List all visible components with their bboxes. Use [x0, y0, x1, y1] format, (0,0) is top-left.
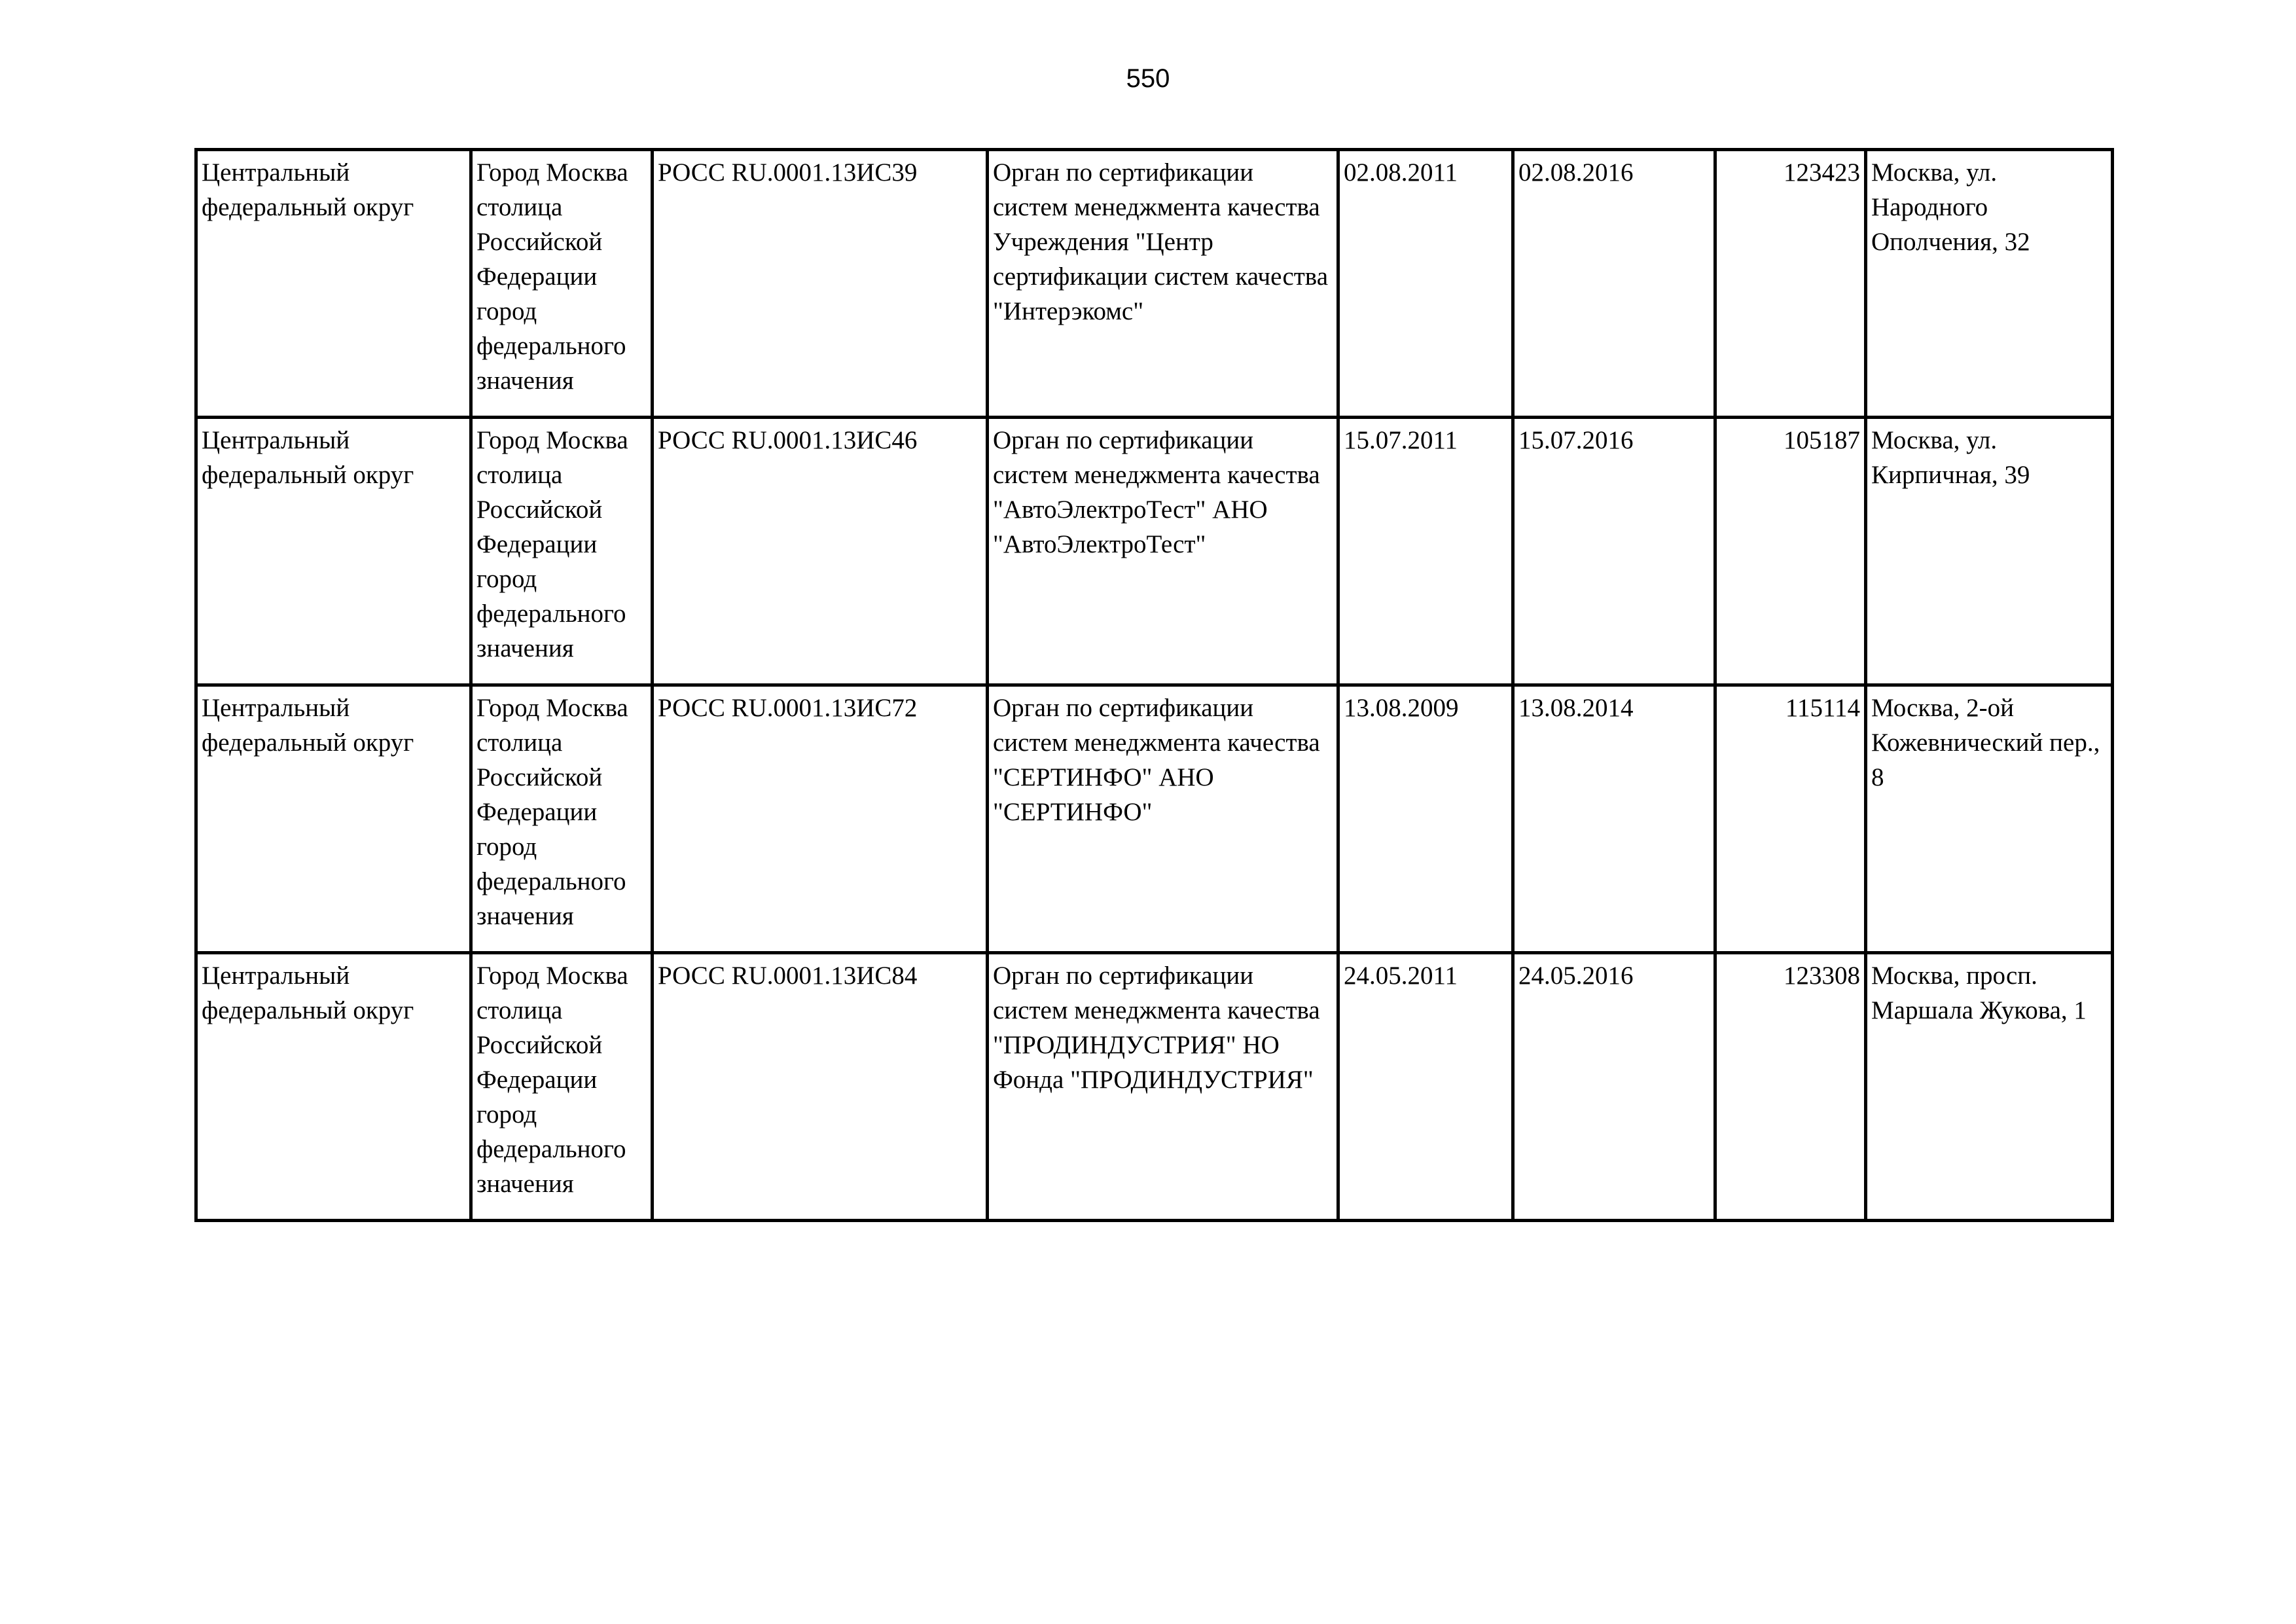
date-from-cell: 15.07.2011: [1338, 418, 1513, 685]
date-from-cell: 24.05.2011: [1338, 953, 1513, 1221]
address-cell: Москва, ул. Народного Ополчения, 32: [1866, 150, 2113, 418]
postcode-cell: 123308: [1715, 953, 1866, 1221]
reg-number-cell: РОСС RU.0001.13ИС72: [653, 685, 988, 953]
date-to-cell: 15.07.2016: [1513, 418, 1715, 685]
district-cell: Центральный федеральный округ: [196, 953, 471, 1221]
organization-cell: Орган по сертификации систем менеджмента качества "СЕРТИНФО" АНО "СЕРТИНФО": [988, 685, 1338, 953]
postcode-cell: 105187: [1715, 418, 1866, 685]
address-cell: Москва, ул. Кирпичная, 39: [1866, 418, 2113, 685]
date-to-cell: 13.08.2014: [1513, 685, 1715, 953]
date-to-cell: 24.05.2016: [1513, 953, 1715, 1221]
region-cell: Город Москва столица Российской Федерации город федерального значения: [471, 953, 653, 1221]
postcode-cell: 115114: [1715, 685, 1866, 953]
reg-number-cell: РОСС RU.0001.13ИС39: [653, 150, 988, 418]
table-row: [196, 150, 2113, 418]
district-cell: Центральный федеральный округ: [196, 418, 471, 685]
district-cell: Центральный федеральный округ: [196, 150, 471, 418]
organization-cell: Орган по сертификации систем менеджмента качества Учреждения "Центр сертификации систем качества "Интерэкомс": [988, 150, 1338, 418]
table-row: [196, 953, 2113, 1221]
region-cell: Город Москва столица Российской Федерации город федерального значения: [471, 418, 653, 685]
district-cell: Центральный федеральный округ: [196, 685, 471, 953]
postcode-cell: 123423: [1715, 150, 1866, 418]
date-from-cell: 13.08.2009: [1338, 685, 1513, 953]
organization-cell: Орган по сертификации систем менеджмента качества "АвтоЭлектроТест" АНО "АвтоЭлектроТест": [988, 418, 1338, 685]
reg-number-cell: РОСС RU.0001.13ИС46: [653, 418, 988, 685]
table-row: [196, 418, 2113, 685]
page-number: 550: [1126, 64, 1170, 93]
reg-number-cell: РОСС RU.0001.13ИС84: [653, 953, 988, 1221]
organization-cell: Орган по сертификации систем менеджмента качества "ПРОДИНДУСТРИЯ" НО Фонда "ПРОДИНДУСТРИЯ": [988, 953, 1338, 1221]
region-cell: Город Москва столица Российской Федерации город федерального значения: [471, 685, 653, 953]
certification-registry-table: [194, 148, 2114, 1222]
table-row: [196, 685, 2113, 953]
date-from-cell: 02.08.2011: [1338, 150, 1513, 418]
address-cell: Москва, 2-ой Кожевнический пер., 8: [1866, 685, 2113, 953]
address-cell: Москва, просп. Маршала Жукова, 1: [1866, 953, 2113, 1221]
date-to-cell: 02.08.2016: [1513, 150, 1715, 418]
region-cell: Город Москва столица Российской Федерации город федерального значения: [471, 150, 653, 418]
